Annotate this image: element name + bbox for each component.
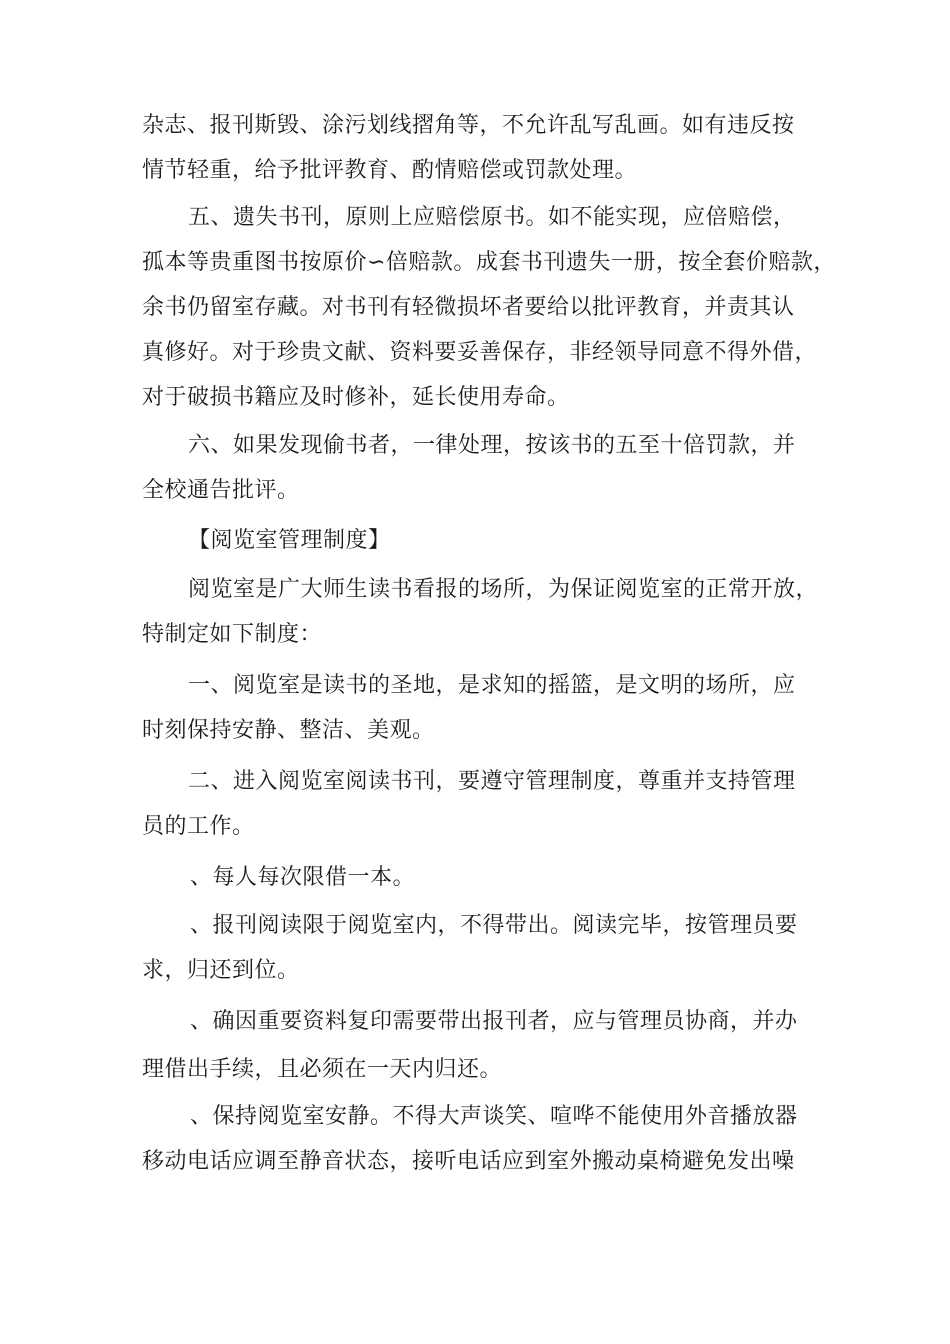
text-line: 六、如果发现偷书者，一律处理，按该书的五至十倍罚款，并 — [188, 433, 796, 458]
text-line: 对于破损书籍应及时修补，延长使用寿命。 — [142, 385, 570, 410]
text-line: 一、阅览室是读书的圣地，是求知的摇篮，是文明的场所，应 — [188, 673, 796, 698]
text-line: 五、遗失书刊，原则上应赔偿原书。如不能实现，应倍赔偿， — [188, 205, 796, 230]
section-heading: 【阅览室管理制度】 — [188, 528, 391, 553]
text-line: 真修好。对于珍贵文献、资料要妥善保存，非经领导同意不得外借， — [142, 340, 818, 365]
text-line: 、报刊阅读限于阅览室内，不得带出。阅读完毕，按管理员要 — [190, 913, 798, 938]
text-line: 全校通告批评。 — [142, 478, 300, 503]
text-line: 、保持阅览室安静。不得大声谈笑、喧哗不能使用外音播放器 — [190, 1104, 798, 1129]
text-line: 阅览室是广大师生读书看报的场所，为保证阅览室的正常开放， — [188, 577, 819, 602]
text-line: 余书仍留室存藏。对书刊有轻微损坏者要给以批评教育，并责其认 — [142, 295, 795, 320]
text-line: 特制定如下制度： — [142, 622, 323, 647]
text-line: 时刻保持安静、整洁、美观。 — [142, 718, 435, 743]
text-line: 求，归还到位。 — [142, 958, 300, 983]
text-line: 情节轻重，给予批评教育、酌情赔偿或罚款处理。 — [142, 158, 638, 183]
text-line: 理借出手续，且必须在一天内归还。 — [142, 1057, 503, 1082]
text-line: 杂志、报刊斯毁、涂污划线摺角等，不允许乱写乱画。如有违反按 — [142, 113, 795, 138]
text-line: 、每人每次限借一本。 — [190, 865, 416, 890]
text-line: 移动电话应调至静音状态，接听电话应到室外搬动桌椅避免发出噪 — [142, 1149, 795, 1174]
text-line: 员的工作。 — [142, 814, 255, 839]
text-line: 孤本等贵重图书按原价∽倍赔款。成套书刊遗失一册，按全套价赔款， — [142, 250, 836, 275]
text-line: 二、进入阅览室阅读书刊，要遵守管理制度，尊重并支持管理 — [188, 769, 796, 794]
text-line: 、确因重要资料复印需要带出报刊者，应与管理员协商，并办 — [190, 1009, 798, 1034]
